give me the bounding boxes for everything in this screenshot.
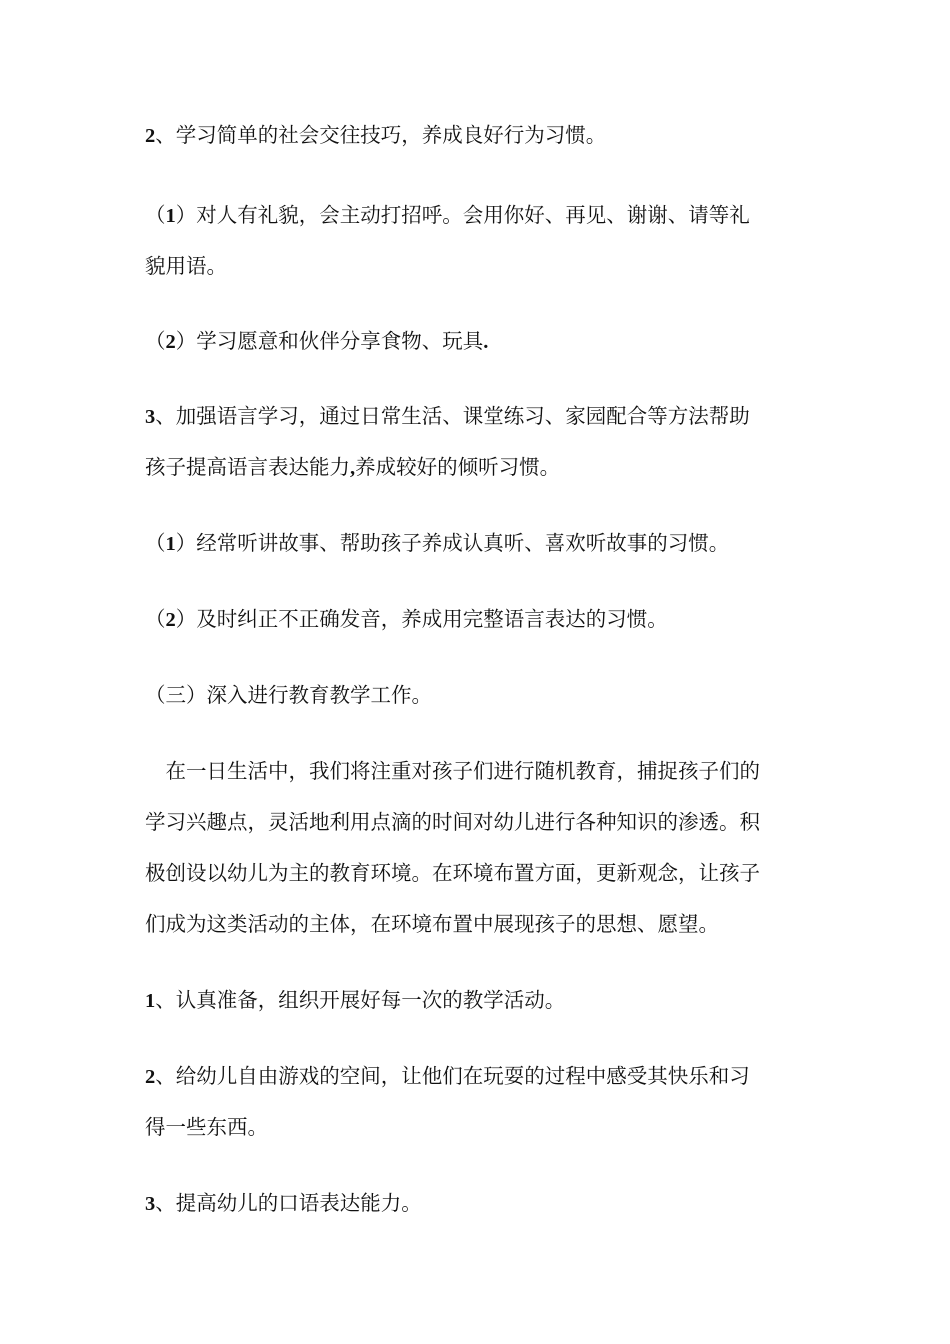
paragraph-line-4: 们成为这类活动的主体，在环境布置中展现孩子的思想、愿望。 (145, 912, 719, 936)
item-1-preparation: 1、认真准备，组织开展好每一次的教学活动。 (145, 988, 566, 1012)
section-3-heading: （三）深入进行教育教学工作。 (145, 683, 432, 707)
sub-item-1-stories: （1）经常听讲故事、帮助孩子养成认真听、喜欢听故事的习惯。 (145, 531, 730, 555)
paragraph-line-1: 在一日生活中，我们将注重对孩子们进行随机教育，捕捉孩子们的 (145, 759, 760, 783)
item-3-language: 3、加强语言学习，通过日常生活、课堂练习、家园配合等方法帮助 (145, 404, 750, 428)
paragraph-line-3: 极创设以幼儿为主的教育环境。在环境布置方面，更新观念，让孩子 (145, 861, 760, 885)
sub-item-1-manners-cont: 貌用语。 (145, 254, 227, 278)
item-3-oral-expression: 3、提高幼儿的口语表达能力。 (145, 1191, 422, 1215)
item-3-language-cont: 孩子提高语言表达能力,养成较好的倾听习惯。 (145, 455, 561, 479)
item-2-free-play-cont: 得一些东西。 (145, 1115, 268, 1139)
sub-item-1-manners: （1）对人有礼貌，会主动打招呼。会用你好、再见、谢谢、请等礼 (145, 203, 750, 227)
sub-item-2-pronunciation: （2）及时纠正不正确发音，养成用完整语言表达的习惯。 (145, 607, 668, 631)
item-2-social-skills: 2、学习简单的社会交往技巧，养成良好行为习惯。 (145, 123, 607, 147)
item-2-free-play: 2、给幼儿自由游戏的空间，让他们在玩耍的过程中感受其快乐和习 (145, 1064, 750, 1088)
sub-item-2-sharing: （2）学习愿意和伙伴分享食物、玩具. (145, 329, 489, 353)
paragraph-line-2: 学习兴趣点，灵活地利用点滴的时间对幼儿进行各种知识的渗透。积 (145, 810, 760, 834)
